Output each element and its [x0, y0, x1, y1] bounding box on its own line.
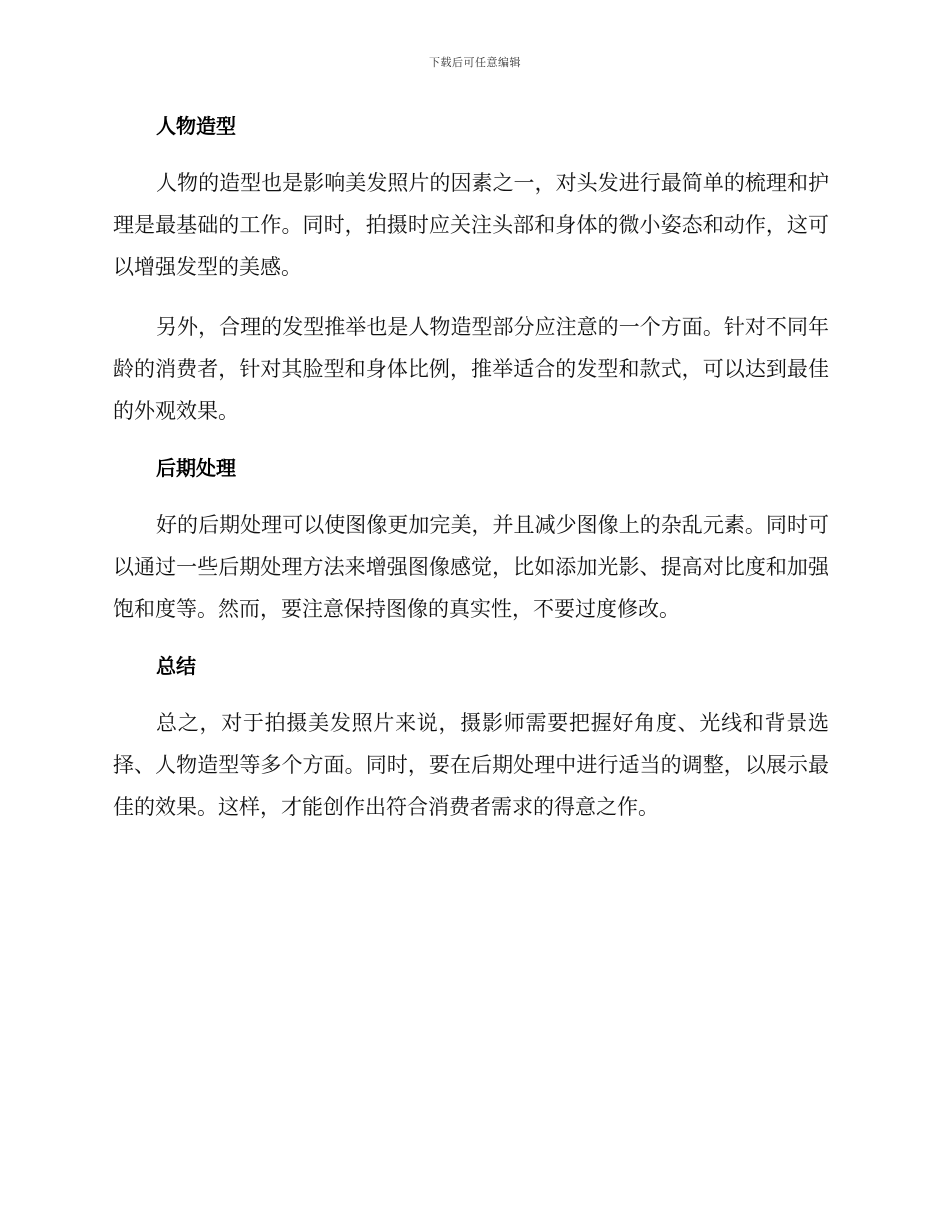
document-body [113, 108, 829, 846]
section-post-processing [113, 450, 829, 630]
section-heading: 总结 [156, 654, 196, 678]
paragraph: 好的后期处理可以使图像更加完美，并且减少图像上的杂乱元素。同时可以通过一些后期处理方法来增强图像感觉，比如添加光影、提高对比度和加强饱和度等。然而，要注意保持图像的真实性，不要过度修改。 [113, 513, 829, 621]
section-heading: 后期处理 [156, 456, 236, 480]
page-header-note: 下载后可任意编辑 [429, 56, 521, 69]
section-character-styling [113, 108, 829, 432]
paragraph: 另外，合理的发型推举也是人物造型部分应注意的一个方面。针对不同年龄的消费者，针对其脸型和身体比例，推举适合的发型和款式，可以达到最佳的外观效果。 [113, 315, 829, 423]
section-summary [113, 648, 829, 828]
paragraph: 人物的造型也是影响美发照片的因素之一，对头发进行最简单的梳理和护理是最基础的工作。同时，拍摄时应关注头部和身体的微小姿态和动作，这可以增强发型的美感。 [113, 171, 829, 279]
paragraph: 总之，对于拍摄美发照片来说，摄影师需要把握好角度、光线和背景选择、人物造型等多个方面。同时，要在后期处理中进行适当的调整，以展示最佳的效果。这样，才能创作出符合消费者需求的得意之作。 [113, 711, 829, 819]
section-heading: 人物造型 [156, 114, 236, 138]
